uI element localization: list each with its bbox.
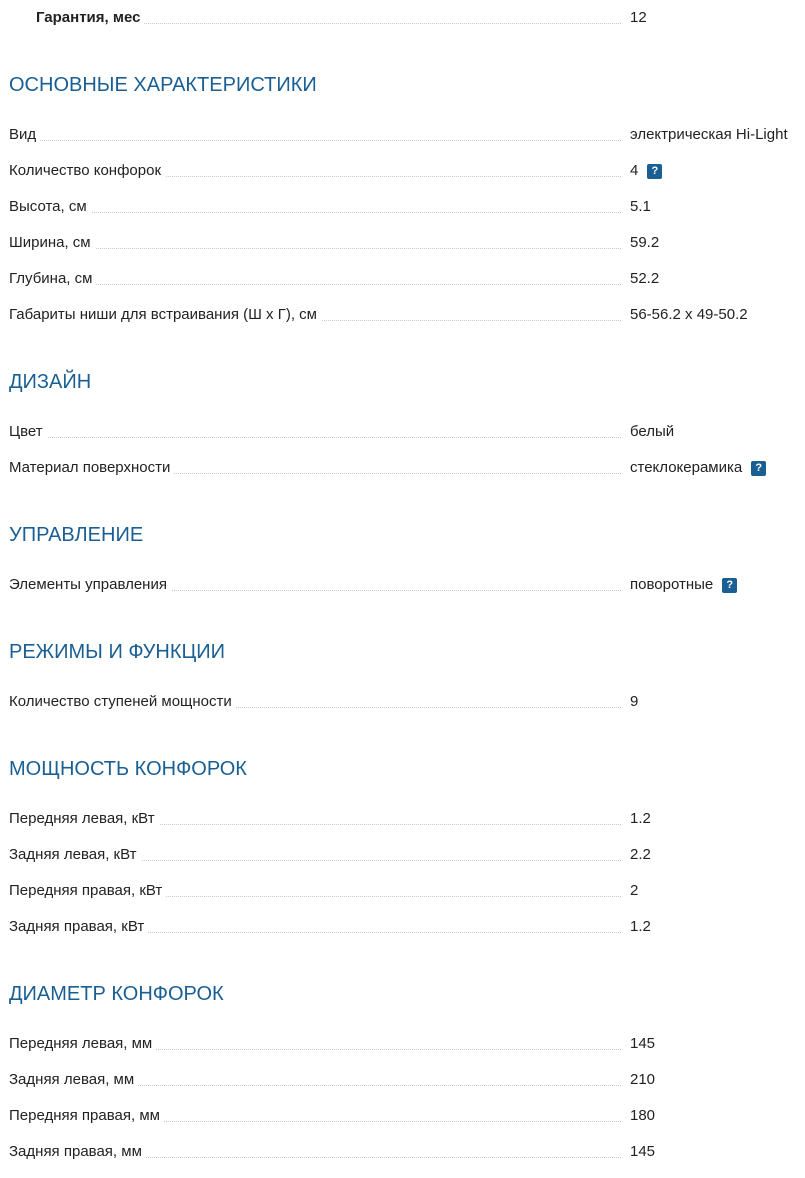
help-icon[interactable]: ?: [751, 461, 766, 476]
spec-value: поворотные ?: [630, 573, 737, 597]
spec-row: [9, 1140, 805, 1164]
section-title-control: УПРАВЛЕНИЕ: [9, 524, 144, 546]
spec-row: [9, 573, 805, 597]
spec-value: 1.2: [630, 918, 651, 935]
spec-row: [9, 159, 805, 183]
spec-value: 59.2: [630, 234, 660, 251]
spec-row: [9, 1104, 805, 1128]
spec-label: Цвет: [9, 420, 47, 444]
spec-row: [9, 1068, 805, 1092]
section-title-modes: РЕЖИМЫ И ФУНКЦИИ: [9, 641, 226, 663]
spec-row: [9, 231, 805, 255]
section-title-diameter: ДИАМЕТР КОНФОРОК: [9, 983, 224, 1005]
section-title-design: ДИЗАЙН: [9, 371, 92, 393]
dotted-leader: [9, 212, 621, 213]
spec-row: [9, 879, 805, 903]
spec-label: Задняя левая, кВт: [9, 843, 141, 867]
dotted-leader: [9, 437, 621, 438]
spec-label: Количество ступеней мощности: [9, 690, 236, 714]
spec-label: Передняя правая, мм: [9, 1104, 164, 1128]
spec-label: Глубина, см: [9, 267, 96, 291]
spec-row: [9, 420, 805, 444]
spec-row: [9, 1032, 805, 1056]
spec-value: 2: [630, 882, 639, 899]
spec-row: [9, 456, 805, 480]
spec-value: электрическая Hi-Light: [630, 126, 788, 143]
spec-value: 210: [630, 1071, 656, 1088]
spec-label: Элементы управления: [9, 573, 171, 597]
spec-row: [9, 267, 805, 291]
dotted-leader: [9, 248, 621, 249]
spec-row: [9, 195, 805, 219]
spec-row: [9, 843, 805, 867]
section-title-main: ОСНОВНЫЕ ХАРАКТЕРИСТИКИ: [9, 74, 317, 96]
dotted-leader: [9, 140, 621, 141]
spec-value: 56-56.2 x 49-50.2: [630, 306, 748, 323]
spec-label: Задняя левая, мм: [9, 1068, 138, 1092]
spec-row: [9, 303, 805, 327]
spec-label: Ширина, см: [9, 231, 95, 255]
spec-row: [9, 807, 805, 831]
spec-value: 4 ?: [630, 159, 662, 183]
help-icon[interactable]: ?: [647, 164, 662, 179]
spec-value: 1.2: [630, 810, 651, 827]
spec-label: Передняя левая, кВт: [9, 807, 159, 831]
spec-value: 2.2: [630, 846, 651, 863]
spec-label: Габариты ниши для встраивания (Ш х Г), см: [9, 303, 321, 327]
spec-value: 180: [630, 1107, 656, 1124]
spec-label: Вид: [9, 123, 40, 147]
spec-row: [9, 915, 805, 939]
spec-value: 12: [630, 9, 647, 26]
spec-row: [9, 123, 805, 147]
spec-label: Материал поверхности: [9, 456, 174, 480]
spec-label: Задняя правая, кВт: [9, 915, 148, 939]
spec-value: 145: [630, 1035, 656, 1052]
spec-value: стеклокерамика ?: [630, 456, 766, 480]
spec-label: Передняя правая, кВт: [9, 879, 166, 903]
spec-label: Задняя правая, мм: [9, 1140, 146, 1164]
dotted-leader: [9, 284, 621, 285]
spec-row-warranty: [9, 6, 805, 30]
spec-label: Количество конфорок: [9, 159, 165, 183]
spec-value: 145: [630, 1143, 656, 1160]
section-title-power: МОЩНОСТЬ КОНФОРОК: [9, 758, 247, 780]
spec-label: Передняя левая, мм: [9, 1032, 156, 1056]
spec-label: Гарантия, мес: [9, 6, 144, 30]
spec-value: 52.2: [630, 270, 660, 287]
spec-row: [9, 690, 805, 714]
spec-value: 5.1: [630, 198, 651, 215]
spec-value: 9: [630, 693, 639, 710]
help-icon[interactable]: ?: [722, 578, 737, 593]
spec-value: белый: [630, 423, 675, 440]
spec-label: Высота, см: [9, 195, 91, 219]
